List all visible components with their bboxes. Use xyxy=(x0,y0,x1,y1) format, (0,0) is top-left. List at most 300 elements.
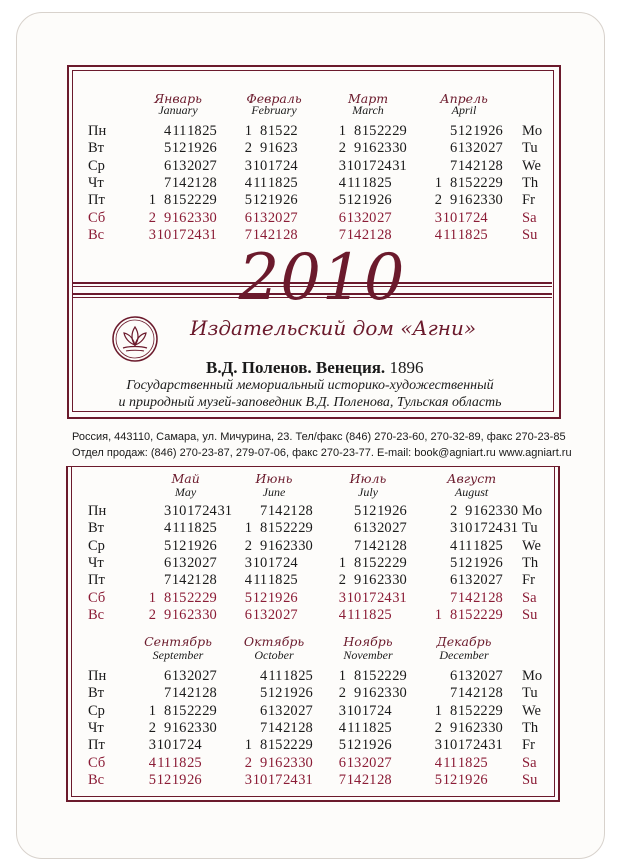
calendar-week-row xyxy=(330,737,406,754)
day-number: 21 xyxy=(361,226,377,243)
day-number: 20 xyxy=(473,668,488,684)
day-number: 29 xyxy=(202,589,217,606)
day-number: 3 xyxy=(244,771,252,788)
day-number: 4 xyxy=(434,226,442,243)
day-number: 17 xyxy=(361,157,377,174)
day-number: 5 xyxy=(163,140,172,157)
day-number: 10 xyxy=(346,702,362,719)
day-number: 22 xyxy=(283,123,298,139)
month-name-ru: Октябрь xyxy=(243,634,305,649)
day-number: 23 xyxy=(283,754,298,771)
day-number: 16 xyxy=(171,719,187,736)
day-label-en: Mo xyxy=(522,123,543,139)
day-number: 26 xyxy=(377,737,392,754)
day-number: 28 xyxy=(202,174,217,191)
day-label-ru: Ср xyxy=(88,157,105,174)
calendar-week-row xyxy=(426,755,502,772)
day-number: 27 xyxy=(298,702,313,719)
month-name-en: October xyxy=(254,648,294,662)
day-number: 10 xyxy=(156,226,172,243)
day-label-ru: Вт xyxy=(88,685,105,702)
day-number: 27 xyxy=(488,140,503,157)
day-number: 14 xyxy=(457,157,473,174)
day-number: 18 xyxy=(361,606,377,623)
calendar-week-row xyxy=(426,140,502,157)
day-label-en: We xyxy=(522,157,541,174)
month-name-ru: Август xyxy=(447,471,497,486)
day-number: 1 xyxy=(338,668,346,684)
day-number: 10 xyxy=(346,157,362,174)
day-number: 23 xyxy=(377,685,392,702)
day-label-en: Su xyxy=(522,226,538,243)
day-number: 8 xyxy=(163,589,172,606)
day-number: 4 xyxy=(338,606,346,623)
calendar-week-row xyxy=(236,123,312,140)
day-number: 20 xyxy=(473,572,488,589)
day-label-ru: Ср xyxy=(88,702,105,719)
day-number: 23 xyxy=(283,140,298,157)
calendar-week-row xyxy=(426,520,517,537)
month-name-ru: Январь xyxy=(154,91,202,106)
day-number: 3 xyxy=(434,209,442,226)
day-number: 10 xyxy=(252,771,268,788)
day-number: 24 xyxy=(202,503,217,519)
day-number: 16 xyxy=(361,572,377,589)
day-label-ru: Пн xyxy=(88,668,107,684)
day-number: 25 xyxy=(473,226,488,243)
day-number: 29 xyxy=(392,123,407,139)
day-number: 4 xyxy=(163,123,172,139)
day-number: 29 xyxy=(392,554,407,571)
month-name-en: November xyxy=(343,648,393,662)
month-name-ru: Ноябрь xyxy=(343,634,393,649)
calendar-week-row xyxy=(140,555,231,572)
calendar-week-row xyxy=(330,158,406,175)
day-label-en: Fr xyxy=(522,192,535,209)
day-number: 27 xyxy=(377,209,392,226)
day-number: 30 xyxy=(392,572,407,589)
day-number: 26 xyxy=(202,537,217,554)
day-number: 30 xyxy=(503,503,518,519)
calendar-week-row xyxy=(330,140,406,157)
day-number: 11 xyxy=(172,520,187,537)
day-number: 23 xyxy=(187,719,202,736)
day-number: 10 xyxy=(252,554,268,571)
day-number: 16 xyxy=(267,537,283,554)
day-number: 11 xyxy=(347,174,362,191)
day-number: 14 xyxy=(267,503,283,519)
day-number: 29 xyxy=(488,702,503,719)
day-number: 25 xyxy=(473,754,488,771)
day-number: 9 xyxy=(465,503,473,519)
day-number: 9 xyxy=(353,685,362,702)
day-number: 23 xyxy=(283,537,298,554)
day-number: 23 xyxy=(187,209,202,226)
day-number: 15 xyxy=(267,520,283,537)
calendar-week-row xyxy=(330,555,406,572)
day-number: 20 xyxy=(267,209,283,226)
day-number: 17 xyxy=(361,702,377,719)
day-number: 28 xyxy=(377,771,392,788)
day-number: 28 xyxy=(392,537,407,554)
month-name-ru: Декабрь xyxy=(436,634,492,649)
day-number: 2 xyxy=(449,503,458,519)
day-number: 25 xyxy=(377,606,392,623)
day-number: 19 xyxy=(377,503,392,519)
day-number: 12 xyxy=(267,685,283,702)
day-number: 27 xyxy=(202,668,217,684)
day-number: 1 xyxy=(148,702,156,719)
day-number: 1 xyxy=(434,174,442,191)
day-number: 31 xyxy=(202,226,217,243)
calendar-week-row xyxy=(426,772,502,789)
day-number: 6 xyxy=(259,702,268,719)
day-number: 13 xyxy=(457,668,473,684)
day-number: 3 xyxy=(338,702,346,719)
day-number: 26 xyxy=(377,192,392,209)
day-number: 8 xyxy=(449,174,458,191)
day-number: 1 xyxy=(244,520,252,537)
day-number: 20 xyxy=(473,140,488,157)
calendar-week-row xyxy=(330,685,406,702)
day-number: 5 xyxy=(338,737,346,754)
day-number: 30 xyxy=(488,192,503,209)
day-number: 9 xyxy=(259,140,268,157)
day-number: 26 xyxy=(283,192,298,209)
calendar-week-row xyxy=(426,227,502,244)
day-number: 2 xyxy=(338,685,346,702)
calendar-week-row xyxy=(330,590,406,607)
day-number: 19 xyxy=(361,737,377,754)
day-number: 6 xyxy=(449,572,458,589)
day-number: 11 xyxy=(347,606,362,623)
day-number: 17 xyxy=(267,554,283,571)
day-label-en: Mo xyxy=(522,668,543,684)
calendar-week-row xyxy=(140,703,216,720)
day-number: 7 xyxy=(259,503,268,519)
day-number: 17 xyxy=(457,209,473,226)
calendar-week-row xyxy=(330,503,406,520)
day-number: 20 xyxy=(361,754,377,771)
day-number: 2 xyxy=(434,192,442,209)
day-number: 24 xyxy=(187,737,202,754)
day-number: 12 xyxy=(346,192,362,209)
day-number: 10 xyxy=(156,737,172,754)
day-number: 28 xyxy=(283,226,298,243)
day-number: 24 xyxy=(283,554,298,571)
month-name-en: July xyxy=(358,485,378,499)
calendar-week-row xyxy=(236,503,312,520)
day-number: 30 xyxy=(488,719,503,736)
day-number: 14 xyxy=(457,685,473,702)
calendar-week-row xyxy=(330,520,406,537)
day-number: 18 xyxy=(283,668,298,684)
calendar-week-row xyxy=(426,192,502,209)
day-number: 21 xyxy=(283,503,298,519)
day-number: 12 xyxy=(252,589,268,606)
month-name-ru: Март xyxy=(347,91,389,106)
day-number: 11 xyxy=(268,668,283,684)
day-number: 21 xyxy=(377,537,392,554)
calendar-week-row xyxy=(140,227,216,244)
calendar-week-row xyxy=(140,668,216,685)
day-number: 10 xyxy=(252,157,268,174)
day-number: 28 xyxy=(488,589,503,606)
day-label-ru: Чт xyxy=(88,174,104,191)
day-number: 4 xyxy=(148,754,156,771)
day-number: 5 xyxy=(148,771,156,788)
day-number: 19 xyxy=(283,685,298,702)
day-number: 12 xyxy=(442,771,458,788)
calendar-week-row xyxy=(140,607,231,624)
day-label-ru: Вс xyxy=(88,771,105,788)
month-name-ru: Февраль xyxy=(246,91,302,106)
day-number: 6 xyxy=(163,554,172,571)
day-number: 11 xyxy=(157,754,172,771)
month-name-ru: Апрель xyxy=(440,91,488,106)
day-number: 18 xyxy=(267,572,283,589)
day-number: 18 xyxy=(187,520,202,537)
day-number: 22 xyxy=(377,668,392,684)
day-number: 27 xyxy=(377,754,392,771)
day-number: 17 xyxy=(361,589,377,606)
day-number: 3 xyxy=(449,520,458,537)
day-number: 7 xyxy=(353,537,362,554)
day-number: 7 xyxy=(449,589,458,606)
day-label-en: Sa xyxy=(522,209,537,226)
calendar-week-row xyxy=(426,175,502,192)
calendar-week-row xyxy=(330,668,406,685)
day-number: 24 xyxy=(377,157,392,174)
calendar-week-row xyxy=(236,175,312,192)
day-number: 28 xyxy=(202,685,217,702)
day-number: 1 xyxy=(148,192,156,209)
day-label-ru: Вс xyxy=(88,606,105,623)
day-number: 23 xyxy=(187,606,202,623)
day-number: 21 xyxy=(361,771,377,788)
day-number: 22 xyxy=(473,174,488,191)
day-number: 12 xyxy=(252,192,268,209)
calendar-week-row xyxy=(140,685,216,702)
day-number: 14 xyxy=(361,537,377,554)
day-label-ru: Чт xyxy=(88,554,104,571)
day-number: 3 xyxy=(338,589,346,606)
address-line-2: Отдел продаж: (846) 270-23-87, 279-07-06, факс 270-23-77. E-mail: book@agniart.ru www.agniart.ru xyxy=(72,447,572,459)
day-number: 15 xyxy=(171,192,187,209)
calendar-week-row xyxy=(236,572,312,589)
day-number: 4 xyxy=(244,572,252,589)
day-number: 14 xyxy=(171,685,187,702)
day-number: 26 xyxy=(187,771,202,788)
calendar-week-row xyxy=(236,210,312,227)
calendar-week-row xyxy=(426,720,502,737)
day-number: 15 xyxy=(361,554,377,571)
day-number: 6 xyxy=(449,668,458,684)
day-number: 30 xyxy=(298,537,313,554)
day-number: 27 xyxy=(283,209,298,226)
calendar-week-row xyxy=(236,685,312,702)
calendar-week-row xyxy=(330,703,406,720)
day-number: 25 xyxy=(283,174,298,191)
day-number: 27 xyxy=(202,157,217,174)
day-number: 25 xyxy=(202,123,217,139)
day-label-en: Tu xyxy=(522,140,538,157)
month-name-en: February xyxy=(251,103,297,117)
calendar-week-row xyxy=(330,772,406,789)
day-number: 7 xyxy=(259,719,268,736)
day-number: 1 xyxy=(148,589,156,606)
calendar-week-row xyxy=(140,503,231,520)
day-label-ru: Сб xyxy=(88,754,106,771)
month-name-en: June xyxy=(262,485,286,499)
day-number: 19 xyxy=(473,554,488,571)
day-number: 12 xyxy=(171,537,187,554)
day-number: 13 xyxy=(361,520,377,537)
day-number: 11 xyxy=(458,537,473,554)
day-number: 3 xyxy=(163,503,172,519)
calendar-week-row xyxy=(140,175,216,192)
day-number: 30 xyxy=(298,754,313,771)
day-number: 17 xyxy=(267,771,283,788)
day-number: 12 xyxy=(346,737,362,754)
day-number: 28 xyxy=(377,226,392,243)
day-number: 7 xyxy=(244,226,252,243)
day-number: 8 xyxy=(259,520,268,537)
day-number: 15 xyxy=(457,606,473,623)
day-number: 22 xyxy=(187,192,202,209)
day-number: 5 xyxy=(434,771,442,788)
day-number: 11 xyxy=(253,174,268,191)
day-number: 19 xyxy=(187,537,202,554)
month-name-ru: Июнь xyxy=(255,471,293,486)
day-number: 30 xyxy=(392,140,407,157)
day-number: 14 xyxy=(267,719,283,736)
day-number: 27 xyxy=(488,572,503,589)
day-label-ru: Пн xyxy=(88,123,107,139)
day-number: 14 xyxy=(346,771,362,788)
day-number: 8 xyxy=(259,737,268,754)
year-title: 2010 xyxy=(238,241,406,315)
calendar-week-row xyxy=(330,210,406,227)
day-number: 9 xyxy=(353,572,362,589)
lotus-logo-icon xyxy=(111,315,159,363)
day-number: 28 xyxy=(488,685,503,702)
day-number: 11 xyxy=(172,123,187,139)
day-number: 26 xyxy=(283,589,298,606)
day-number: 17 xyxy=(267,157,283,174)
calendar-week-row xyxy=(426,607,517,624)
calendar-week-row xyxy=(140,538,231,555)
calendar-week-row xyxy=(426,158,502,175)
day-number: 9 xyxy=(449,719,458,736)
day-number: 17 xyxy=(187,503,202,519)
day-number: 14 xyxy=(457,589,473,606)
day-number: 3 xyxy=(148,226,156,243)
day-number: 29 xyxy=(298,737,313,754)
day-number: 5 xyxy=(449,123,458,139)
day-number: 5 xyxy=(259,685,268,702)
day-number: 13 xyxy=(346,209,362,226)
day-label-ru: Пн xyxy=(88,503,107,519)
day-number: 7 xyxy=(163,572,172,589)
day-number: 4 xyxy=(244,174,252,191)
day-number: 9 xyxy=(449,192,458,209)
day-label-en: We xyxy=(522,537,541,554)
day-number: 7 xyxy=(338,771,346,788)
day-number: 15 xyxy=(267,123,283,139)
day-number: 15 xyxy=(361,123,377,139)
day-number: 1 xyxy=(338,123,346,139)
day-number: 18 xyxy=(457,754,473,771)
day-number: 19 xyxy=(267,589,283,606)
day-number: 4 xyxy=(449,537,458,554)
day-number: 30 xyxy=(392,685,407,702)
day-number: 22 xyxy=(283,520,298,537)
day-label-ru: Сб xyxy=(88,589,106,606)
day-number: 28 xyxy=(298,719,313,736)
day-number: 24 xyxy=(283,771,298,788)
day-number: 12 xyxy=(457,123,473,139)
calendar-week-row xyxy=(140,572,231,589)
calendar-week-row xyxy=(330,572,406,589)
day-number: 29 xyxy=(298,520,313,537)
day-number: 26 xyxy=(392,503,407,519)
day-number: 4 xyxy=(338,174,346,191)
day-number: 22 xyxy=(187,589,202,606)
calendar-week-row xyxy=(236,140,312,157)
day-number: 16 xyxy=(457,192,473,209)
day-number: 24 xyxy=(488,520,503,537)
day-number: 29 xyxy=(392,668,407,684)
day-number: 31 xyxy=(392,157,407,174)
day-number: 7 xyxy=(163,685,172,702)
day-number: 13 xyxy=(252,209,268,226)
day-number: 19 xyxy=(171,771,187,788)
calendar-week-row xyxy=(140,158,216,175)
day-number: 9 xyxy=(353,140,362,157)
calendar-week-row xyxy=(236,755,312,772)
day-label-ru: Пт xyxy=(88,192,105,209)
day-number: 8 xyxy=(353,554,362,571)
day-label-en: Tu xyxy=(522,520,538,537)
day-number: 22 xyxy=(473,606,488,623)
calendar-week-row xyxy=(330,123,406,140)
day-number: 17 xyxy=(171,226,187,243)
calendar-week-row xyxy=(426,737,502,754)
day-number: 2 xyxy=(338,140,346,157)
day-number: 7 xyxy=(449,157,458,174)
day-number: 26 xyxy=(488,123,503,139)
day-number: 16 xyxy=(171,606,187,623)
day-number: 13 xyxy=(457,140,473,157)
day-number: 15 xyxy=(171,702,187,719)
day-number: 22 xyxy=(187,702,202,719)
day-number: 17 xyxy=(171,737,187,754)
calendar-week-row xyxy=(330,192,406,209)
day-number: 22 xyxy=(283,737,298,754)
day-number: 1 xyxy=(338,554,346,571)
day-number: 13 xyxy=(171,554,187,571)
month-name-en: December xyxy=(439,648,489,662)
day-number: 6 xyxy=(353,520,362,537)
calendar-week-row xyxy=(236,607,312,624)
calendar-week-row xyxy=(236,538,312,555)
day-number: 9 xyxy=(163,719,172,736)
calendar-week-row xyxy=(236,590,312,607)
calendar-week-row xyxy=(236,555,312,572)
day-number: 7 xyxy=(338,226,346,243)
day-number: 6 xyxy=(163,668,172,684)
